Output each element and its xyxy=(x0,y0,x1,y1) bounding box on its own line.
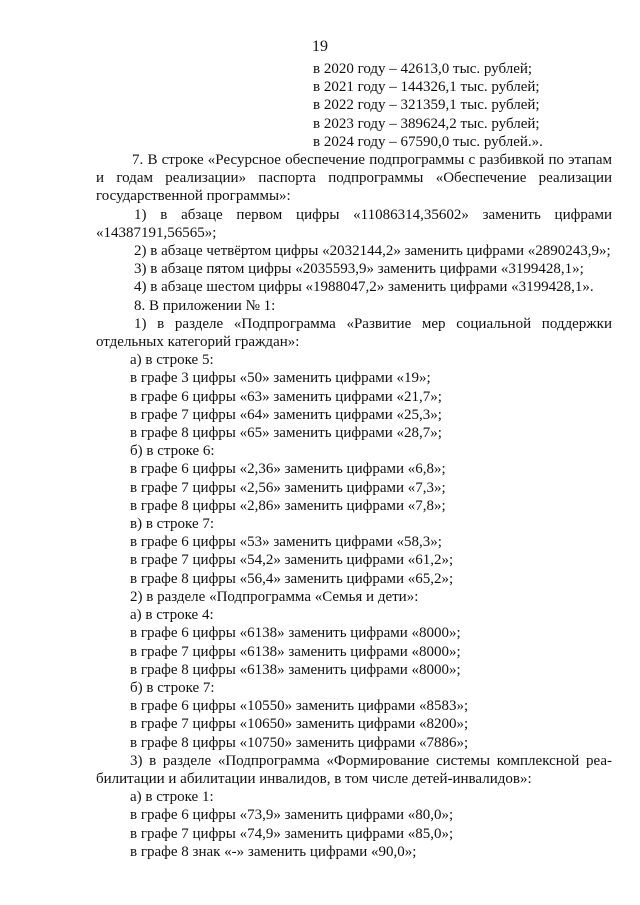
text-line: в графе 6 цифры «2,36» заменить цифрами «6,8»; xyxy=(130,461,446,478)
text-line: в графе 8 цифры «65» заменить цифрами «28,7»; xyxy=(130,425,442,442)
text-line: в 2022 году – 321359,1 тыс. рублей; xyxy=(313,97,540,114)
text-line: в 2024 году – 67590,0 тыс. рублей.». xyxy=(313,133,543,150)
text-line: 8. В приложении № 1: xyxy=(134,297,276,314)
text-line: 3) в абзаце пятом цифры «2035593,9» заменить цифрами «3199428,1»; xyxy=(134,261,584,278)
text-line: в графе 6 цифры «6138» заменить цифрами «8000»; xyxy=(130,625,461,642)
text-line: в графе 7 цифры «2,56» заменить цифрами «7,3»; xyxy=(130,479,446,496)
document-body xyxy=(96,60,612,861)
text-line: в графе 8 цифры «56,4» заменить цифрами «65,2»; xyxy=(130,570,454,587)
text-line: в графе 8 знак «-» заменить цифрами «90,0»; xyxy=(130,843,417,860)
text-line: в графе 6 цифры «73,9» заменить цифрами «80,0»; xyxy=(130,807,454,824)
text-line: в графе 7 цифры «64» заменить цифрами «25,3»; xyxy=(130,406,442,423)
text-line: в графе 8 цифры «6138» заменить цифрами «8000»; xyxy=(130,661,461,678)
text-line: в графе 8 цифры «10750» заменить цифрами «7886»; xyxy=(130,734,469,751)
text-line: в 2021 году – 144326,1 тыс. рублей; xyxy=(313,79,540,96)
text-line: в графе 6 цифры «10550» заменить цифрами «8583»; xyxy=(130,698,469,715)
text-line: 1) в абзаце первом цифры «11086314,35602» заменить цифрами xyxy=(134,206,612,223)
text-line: в 2020 году – 42613,0 тыс. рублей; xyxy=(313,61,533,77)
text-line: а) в строке 5: xyxy=(130,352,214,369)
text-line: в графе 7 цифры «6138» заменить цифрами «8000»; xyxy=(130,643,461,660)
text-line: 4) в абзаце шестом цифры «1988047,2» заменить цифрами «3199428,1». xyxy=(134,279,594,296)
text-line: в графе 8 цифры «2,86» заменить цифрами «7,8»; xyxy=(130,497,446,514)
text-line: в) в строке 7: xyxy=(130,516,215,533)
text-line: б) в строке 6: xyxy=(130,443,215,460)
text-line: и годам реализации» паспорта подпрограммы «Обеспечение реализации xyxy=(96,170,612,187)
text-line: билитации и абилитации инвалидов, в том числе детей-инвалидов»: xyxy=(96,770,532,787)
text-line: «14387191,56565»; xyxy=(96,224,217,241)
text-line: в графе 7 цифры «74,9» заменить цифрами «85,0»; xyxy=(130,825,454,842)
text-line: 1) в разделе «Подпрограмма «Развитие мер социальной поддержки xyxy=(134,315,612,332)
text-line: в графе 7 цифры «54,2» заменить цифрами «61,2»; xyxy=(130,552,454,569)
text-line: а) в строке 4: xyxy=(130,607,214,624)
page-number: 19 xyxy=(312,38,328,55)
text-line: 2) в абзаце четвёртом цифры «2032144,2» заменить цифрами «2890243,9»; xyxy=(134,243,611,260)
text-line: государственной программы»: xyxy=(96,188,291,205)
text-line: 3) в разделе «Подпрограмма «Формирование системы комплексной реа- xyxy=(130,752,612,769)
text-line: б) в строке 7: xyxy=(130,679,215,696)
text-line: в 2023 году – 389624,2 тыс. рублей; xyxy=(313,115,540,132)
text-line: в графе 3 цифры «50» заменить цифрами «19»; xyxy=(130,370,431,387)
text-line: 7. В строке «Ресурсное обеспечение подпрограммы с разбивкой по этапам xyxy=(132,152,612,169)
text-line: в графе 6 цифры «63» заменить цифрами «21,7»; xyxy=(130,388,442,405)
text-line: а) в строке 1: xyxy=(130,789,214,806)
text-line: отдельных категорий граждан»: xyxy=(96,334,300,351)
text-line: в графе 7 цифры «10650» заменить цифрами «8200»; xyxy=(130,716,469,733)
text-line: в графе 6 цифры «53» заменить цифрами «58,3»; xyxy=(130,534,442,551)
text-line: 2) в разделе «Подпрограмма «Семья и дети»: xyxy=(130,588,419,605)
